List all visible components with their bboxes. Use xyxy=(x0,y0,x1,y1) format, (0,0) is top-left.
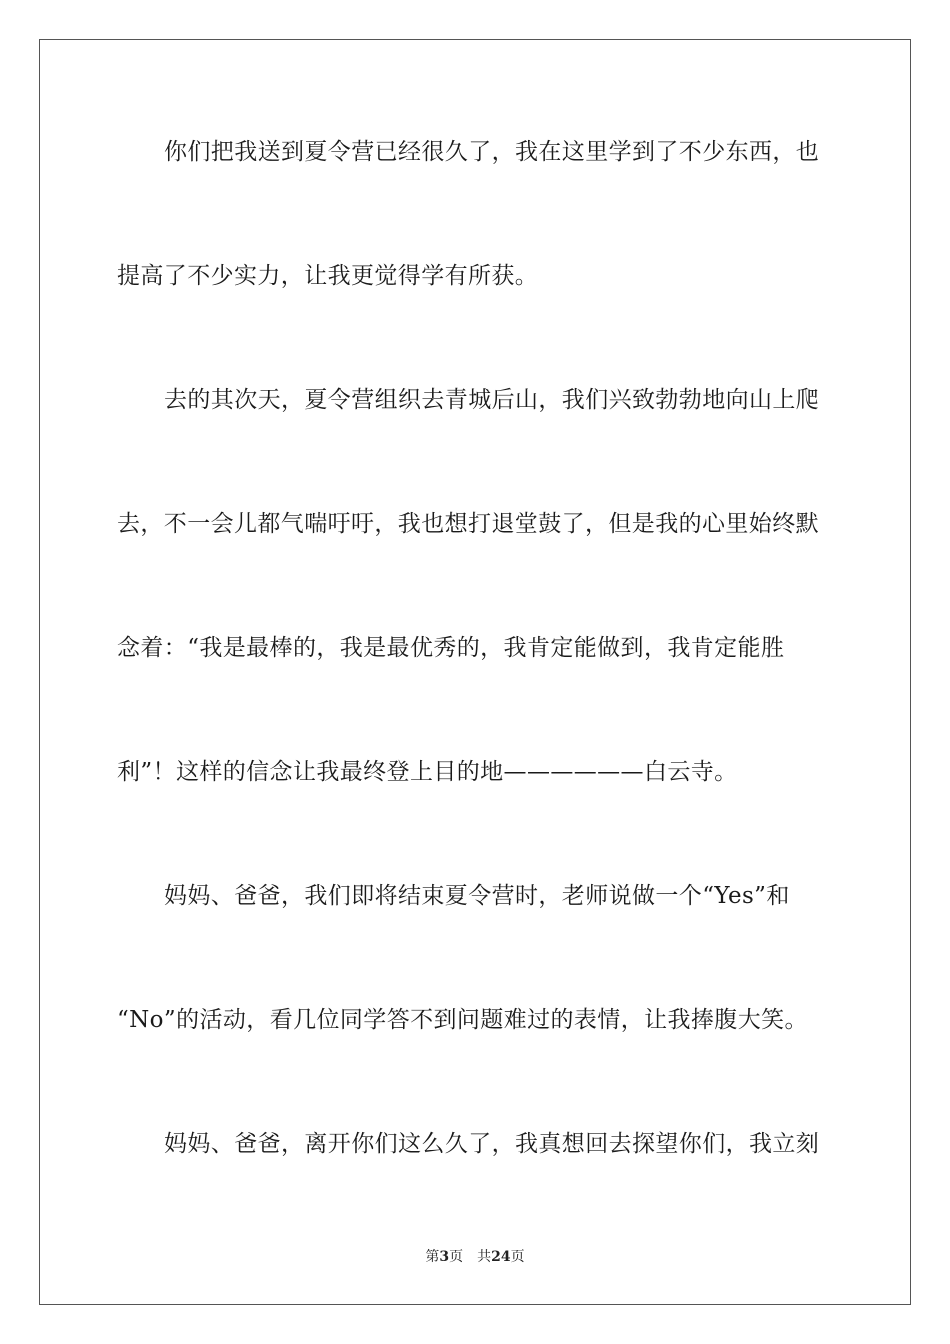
text-line-8: “No”的活动，看几位同学答不到问题难过的表情，让我捧腹大笑。 xyxy=(117,1007,808,1033)
text-line-6: 利”！这样的信念让我最终登上目的地——————白云寺。 xyxy=(117,759,738,785)
text-line-2: 提高了不少实力，让我更觉得学有所获。 xyxy=(117,263,539,289)
text-line-3: 去的其次天，夏令营组织去青城后山，我们兴致勃勃地向山上爬 xyxy=(164,387,820,413)
total-prefix: 共 xyxy=(477,1249,492,1265)
page-border xyxy=(39,39,911,1305)
text-line-5: 念着：“我是最棒的，我是最优秀的，我肯定能做到，我肯定能胜 xyxy=(117,635,785,661)
page-prefix: 第 xyxy=(425,1249,440,1265)
page-footer xyxy=(0,1248,950,1266)
text-line-7: 妈妈、爸爸，我们即将结束夏令营时，老师说做一个“Yes”和 xyxy=(164,883,790,909)
text-line-1: 你们把我送到夏令营已经很久了，我在这里学到了不少东西，也 xyxy=(164,139,820,165)
total-pages: 24 xyxy=(491,1249,511,1265)
total-suffix: 页 xyxy=(510,1249,525,1265)
page-number: 3 xyxy=(439,1249,450,1265)
text-line-4: 去，不一会儿都气喘吁吁，我也想打退堂鼓了，但是我的心里始终默 xyxy=(117,511,819,537)
page-suffix: 页 xyxy=(449,1249,464,1265)
text-line-9: 妈妈、爸爸，离开你们这么久了，我真想回去探望你们，我立刻 xyxy=(164,1131,820,1157)
